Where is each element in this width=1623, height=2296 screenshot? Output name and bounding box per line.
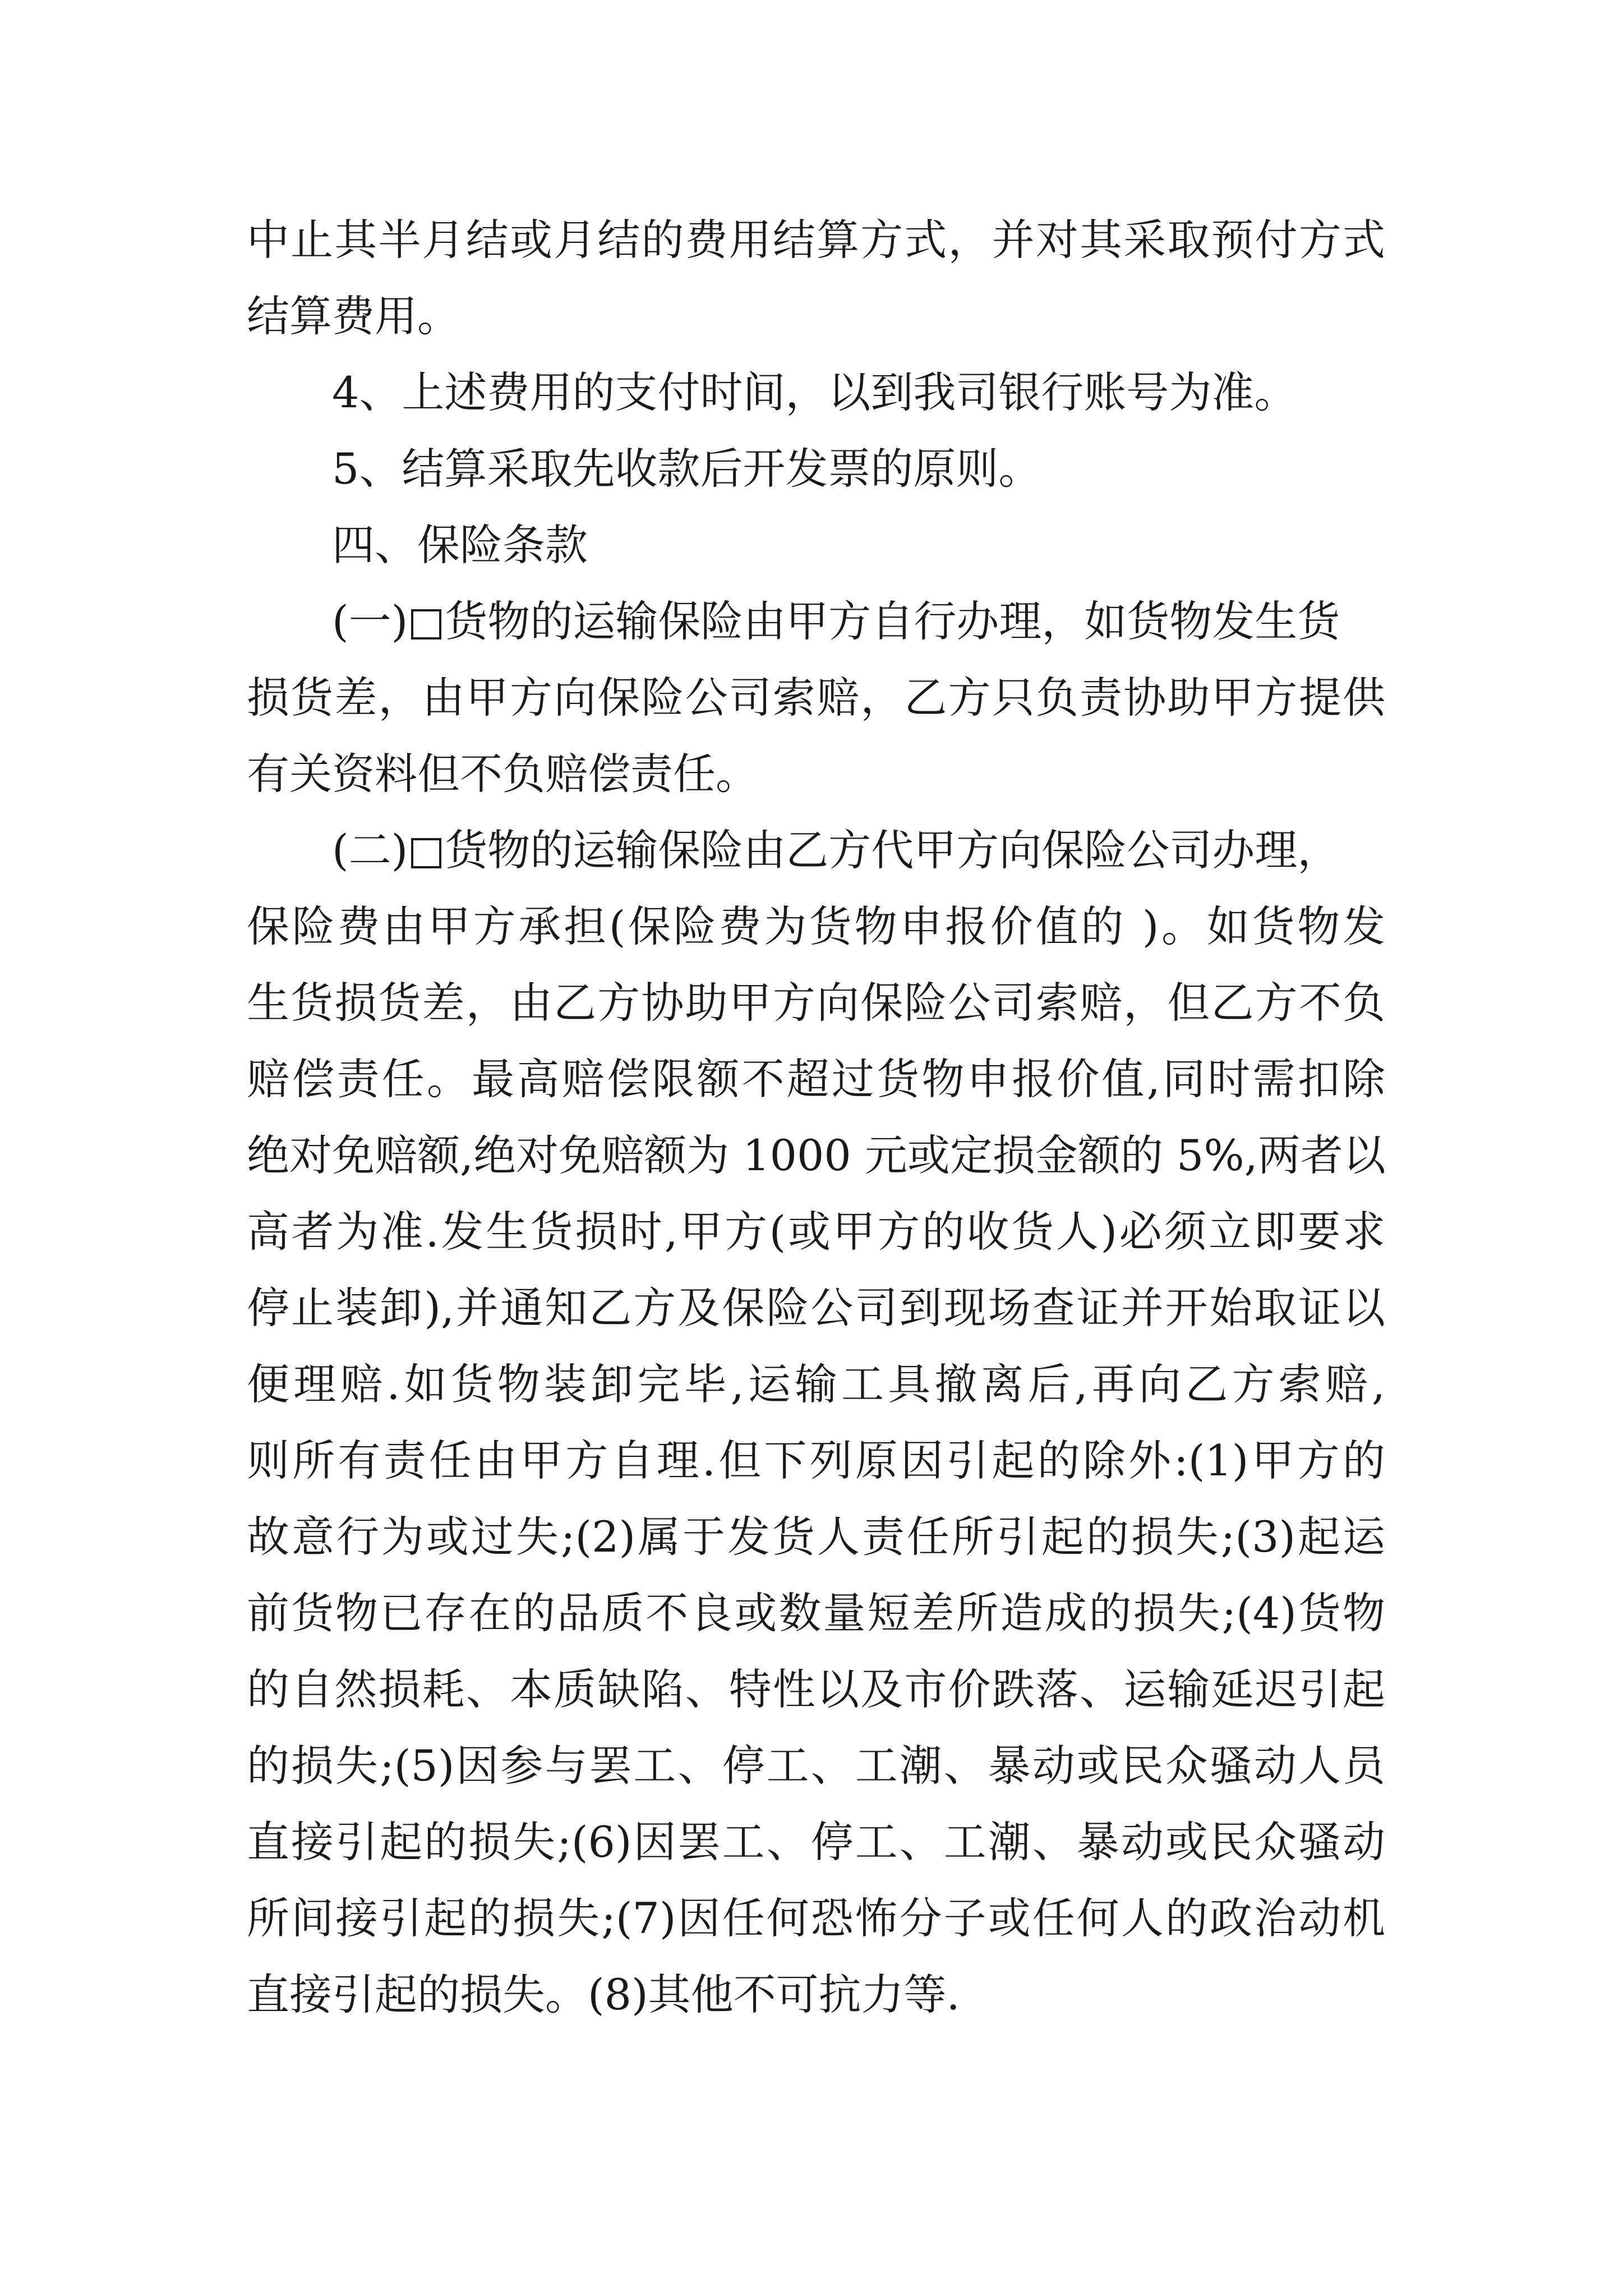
text-line: 便理赔.如货物装卸完毕,运输工具撤离后,再向乙方索赔, <box>247 1359 1385 1409</box>
text-line: 损货差，由甲方向保险公司索赔，乙方只负责协助甲方提供 <box>247 673 1385 723</box>
text-line: 结算费用。 <box>247 291 460 341</box>
text-line: 直接引起的损失。(8)其他不可抗力等. <box>247 1970 960 2019</box>
text-line <box>247 583 1385 660</box>
text-line: 保险费由甲方承担(保险费为货物申报价值的 )。如货物发 <box>247 901 1385 951</box>
text-line: 绝对免赔额,绝对免赔额为 1000 元或定损金额的 5%,两者以 <box>247 1130 1386 1180</box>
checkbox-icon[interactable] <box>411 609 441 639</box>
document-body <box>247 202 1385 2033</box>
text-line: 所间接引起的损失;(7)因任何恐怖分子或任何人的政治动机 <box>247 1893 1385 1943</box>
text-line: 生货损货差，由乙方协助甲方向保险公司索赔，但乙方不负 <box>247 978 1385 1028</box>
text-line <box>247 812 1385 889</box>
text-line: 中止其半月结或月结的费用结算方式，并对其采取预付方式 <box>247 215 1385 265</box>
checkbox-icon[interactable] <box>411 838 441 868</box>
text-line: 故意行为或过失;(2)属于发货人责任所引起的损失;(3)起运 <box>247 1512 1385 1562</box>
text-line: 直接引起的损失;(6)因罢工、停工、工潮、暴动或民众骚动 <box>247 1817 1385 1867</box>
text-line: 5、结算采取先收款后开发票的原则。 <box>332 444 1041 494</box>
clause-number: (一) <box>332 596 408 646</box>
text-line: 则所有责任由甲方自理.但下列原因引起的除外:(1)甲方的 <box>247 1435 1385 1485</box>
clause-text: 货物的运输保险由乙方代甲方向保险公司办理， <box>445 825 1340 875</box>
text-line: 4、上述费用的支付时间，以到我司银行账号为准。 <box>332 367 1297 417</box>
text-line: 高者为准.发生货损时,甲方(或甲方的收货人)必须立即要求 <box>247 1207 1385 1257</box>
text-line: 前货物已存在的品质不良或数量短差所造成的损失;(4)货物 <box>247 1588 1385 1638</box>
clause-number: (二) <box>332 825 408 875</box>
text-line: 四、保险条款 <box>332 520 588 570</box>
text-line: 有关资料但不负赔偿责任。 <box>247 749 758 799</box>
text-line: 的损失;(5)因参与罢工、停工、工潮、暴动或民众骚动人员 <box>247 1741 1385 1791</box>
clause-text: 货物的运输保险由甲方自行办理，如货物发生货 <box>445 596 1340 646</box>
text-line: 的自然损耗、本质缺陷、特性以及市价跌落、运输延迟引起 <box>247 1664 1385 1714</box>
text-line: 赔偿责任。最高赔偿限额不超过货物申报价值,同时需扣除 <box>247 1054 1385 1104</box>
text-line: 停止装卸),并通知乙方及保险公司到现场查证并开始取证以 <box>247 1283 1385 1333</box>
